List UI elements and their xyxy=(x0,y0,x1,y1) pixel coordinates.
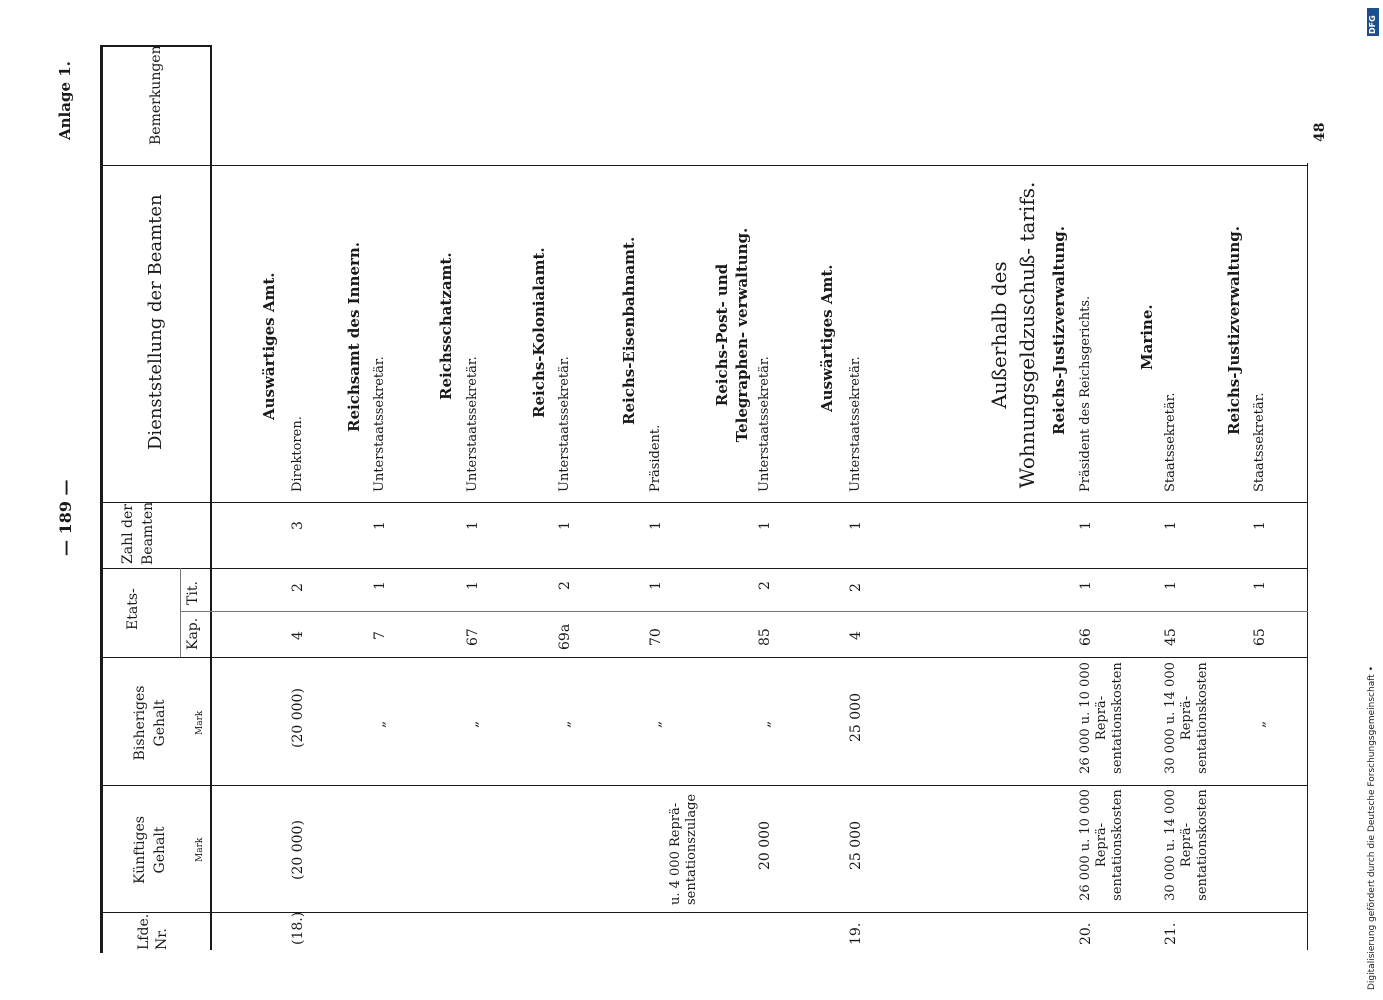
header-kuenftiges-gehalt: Künftiges Gehalt xyxy=(132,816,168,884)
dfg-logo: DFG xyxy=(1367,8,1379,36)
row-eisenbahn-section: Reichs-Eisenbahnamt. xyxy=(620,236,638,425)
row-justiz-section: Reichs-Justizverwaltung. xyxy=(1225,226,1243,435)
row19-nr: 19. xyxy=(848,922,864,945)
page-number-top: — 189 — xyxy=(56,479,75,556)
row-justiz-kap: 65 xyxy=(1252,628,1268,646)
row-schatz-section: Reichsschatzamt. xyxy=(437,252,455,400)
row18-tit: 2 xyxy=(290,583,306,592)
row20-zahl: 1 xyxy=(1078,521,1094,530)
row-kolonial-section: Reichs-Kolonialamt. xyxy=(530,247,548,418)
row18-title: Direktoren. xyxy=(290,416,305,492)
etats-kap-tit-divider xyxy=(180,568,181,657)
header-bisheriges-gehalt: Bisheriges Gehalt xyxy=(132,685,168,761)
header-etats: Etats- xyxy=(125,588,141,630)
row21-kuenftig: 30 000 u. 14 000 Reprä- sentationskosten xyxy=(1163,789,1210,901)
appendix-label: Anlage 1. xyxy=(56,61,74,140)
row-post-zahl: 1 xyxy=(757,521,773,530)
col-sep-kuenftig xyxy=(100,912,1308,913)
row-justiz-title: Staatssekretär. xyxy=(1252,392,1267,492)
col-sep-etats xyxy=(100,657,1308,658)
row19-tit: 2 xyxy=(848,583,864,592)
row21-title: Staatssekretär. xyxy=(1163,392,1178,492)
row-eisenbahn-bisher: „ xyxy=(648,720,664,728)
row21-kap: 45 xyxy=(1163,628,1179,646)
row-kolonial-title: Unterstaatssekretär. xyxy=(557,356,572,492)
header-mark-kuenftig: Mark xyxy=(195,837,205,862)
header-bemerkungen: Bemerkungen xyxy=(148,45,164,145)
row21-nr: 21. xyxy=(1163,922,1179,945)
row-innern-title: Unterstaatssekretär. xyxy=(372,356,387,492)
row-post-section: Reichs-Post- und Telegraphen- verwaltung. xyxy=(713,227,751,443)
row-post-title: Unterstaatssekretär. xyxy=(757,356,772,492)
row20-kap: 66 xyxy=(1078,628,1094,646)
col-sep-dienststellung xyxy=(100,502,1308,503)
row-eisenbahn-tit: 1 xyxy=(648,581,664,590)
row19-bisher: 25 000 xyxy=(848,693,864,742)
row20-section: Reichs-Justizverwaltung. xyxy=(1050,226,1068,435)
table-right-border xyxy=(1307,163,1308,950)
row19-kuenftig: 25 000 xyxy=(848,821,864,870)
row-schatz-kap: 67 xyxy=(465,628,481,646)
row21-zahl: 1 xyxy=(1163,521,1179,530)
row-schatz-tit: 1 xyxy=(465,581,481,590)
row-kolonial-bisher: „ xyxy=(557,720,573,728)
row20-tit: 1 xyxy=(1078,581,1094,590)
row-eisenbahn-kap: 70 xyxy=(648,628,664,646)
row-eisenbahn-zahl: 1 xyxy=(648,521,664,530)
row19-section: Auswärtiges Amt. xyxy=(818,264,836,412)
row-innern-zahl: 1 xyxy=(372,521,388,530)
row20-bisher: 26 000 u. 10 000 Reprä- sentationskosten xyxy=(1078,662,1125,774)
row18-nr: (18.) xyxy=(290,911,306,945)
row18-section: Auswärtiges Amt. xyxy=(260,272,278,420)
row-kolonial-zahl: 1 xyxy=(557,521,573,530)
header-mark-bisher: Mark xyxy=(195,710,205,735)
row19-title: Unterstaatssekretär. xyxy=(848,356,863,492)
row19-zahl: 1 xyxy=(848,521,864,530)
row-justiz-tit: 1 xyxy=(1252,581,1268,590)
row18-kuenftig: (20 000) xyxy=(290,820,306,880)
row-eisenbahn-kuenftig: u. 4 000 Reprä- sentationszulage xyxy=(668,793,699,905)
row-post-kap: 85 xyxy=(757,628,773,646)
header-dienststellung: Dienststellung der Beamten xyxy=(145,194,166,450)
row-schatz-zahl: 1 xyxy=(465,521,481,530)
row-kolonial-tit: 2 xyxy=(557,581,573,590)
col-sep-zahl xyxy=(100,568,1308,569)
row-schatz-title: Unterstaatssekretär. xyxy=(465,356,480,492)
row-post-kuenftig: 20 000 xyxy=(757,821,773,870)
row-eisenbahn-title: Präsident. xyxy=(648,424,663,492)
header-zahl-beamten: Zahl der Beamten xyxy=(120,501,156,565)
row20-nr: 20. xyxy=(1078,922,1094,945)
row-kolonial-kap: 69a xyxy=(557,623,573,650)
table-left-border xyxy=(100,45,103,953)
row-post-tit: 2 xyxy=(757,581,773,590)
page-number-side: 48 xyxy=(1312,122,1328,142)
row-innern-bisher: „ xyxy=(372,720,388,728)
row-schatz-bisher: „ xyxy=(465,720,481,728)
row-innern-tit: 1 xyxy=(372,581,388,590)
row-justiz-bisher: „ xyxy=(1252,720,1268,728)
row18-bisher: (20 000) xyxy=(290,688,306,748)
row-innern-section: Reichsamt des Innern. xyxy=(345,241,363,432)
row-post-bisher: „ xyxy=(757,720,773,728)
row-justiz-zahl: 1 xyxy=(1252,521,1268,530)
row-innern-kap: 7 xyxy=(372,631,388,640)
col-sep-etats-sub xyxy=(180,611,1308,612)
header-kap: Kap. xyxy=(185,617,201,650)
table-header-border xyxy=(210,45,212,950)
header-tit: Tit. xyxy=(185,581,201,605)
dfg-credit: Digitalisierung gefördert durch die Deutsche Forschungsgemeinschaft • xyxy=(1367,666,1377,990)
row18-kap: 4 xyxy=(290,631,306,640)
row21-tit: 1 xyxy=(1163,581,1179,590)
header-lfd-nr: Lfde. Nr. xyxy=(136,913,170,950)
row18-zahl: 3 xyxy=(290,521,306,530)
row20-kuenftig: 26 000 u. 10 000 Reprä- sentationskosten xyxy=(1078,789,1125,901)
row-ausserhalb-section: Außerhalb des Wohnungsgeldzuschuß- tarifs. xyxy=(987,181,1039,489)
col-sep-bisher xyxy=(100,785,1308,786)
col-sep-bemerkungen xyxy=(100,165,1308,166)
row21-section: Marine. xyxy=(1138,304,1156,370)
row20-title: Präsident des Reichsgerichts. xyxy=(1078,295,1093,492)
row21-bisher: 30 000 u. 14 000 Reprä- sentationskosten xyxy=(1163,662,1210,774)
row19-kap: 4 xyxy=(848,631,864,640)
